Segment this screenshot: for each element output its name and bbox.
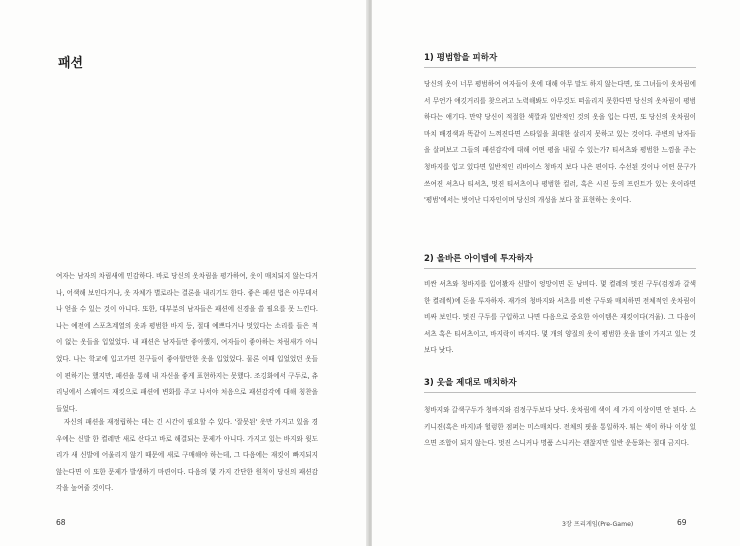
section-text-3: 청바지와 갈색구두가 청바지와 검정구두보다 낫다. 옷차림에 색이 세 가지 이상이면 안 된다. 스키니진(혹은 바지)과 헐렁한 점퍼는 미스매치다. 전체의 핏을 통일하자. 튀는 색이 하나 이상 있으면 조합이 되지 않는다. 멋진 스니커나 명품 스니커는 괜찮지만 일반 운동화는 절대 금지다. [424,406,696,448]
left-paragraph-1: 여자는 남자의 차림새에 민감하다. 바로 당신의 옷차림을 평가하여, 옷이 매치되지 않는다거나, 어색해 보인다거나, 옷 자체가 별로라는 결론을 내리기도 한다. 좋은 패션 법은 아무데서나 얻을 수 있는 것이 아니다. 또한, 대부분의 남자들은 패션에 신경을 쓸 필요를 못 느낀다. 나는 예전에 스포츠계열의 옷과 평범한 바지 등, 절대 예쁘다거나 멋있다는 소리를 들은 적이 없는 옷들을 입었었다. 내 패션은 남자들만 좋아했지, 여자들이 좋아하는 차림새가 아니었다. 나는 학교에 입고가면 친구들이 좋아할만한 옷을 입었었다. 물론 이때 입었었던 옷들이 편하기는 했지만, 패션을 통해 내 자신을 좋게 표현하지는 못했다. 조깅화에서 구두로, 츄리닝에서 스웨이드 재킷으로 패션에 변화를 주고 나서야 처음으로 패션감각에 대해 칭찬을 들었다. [56,272,318,413]
left-page [0,0,368,546]
section-text-2: 비싼 셔츠와 청바지를 입어봤자 신발이 엉망이면 돈 낭비다. 몇 켤레의 멋진 구두(검정과 갈색 한 켤레씩)에 돈을 투자하자. 재가의 청바지와 셔츠를 비싼 구두와 매치하면 전체적인 옷차림이 비싸 보인다. 멋진 구두를 구입하고 나면 다음으로 중요한 아이템은 재킷이다(겨울). 그 다음이 셔츠 혹은 티셔츠이고, 바지락이 바지다. 몇 개의 양질의 옷이 평범한 옷을 많이 가지고 있는 것보다 낫다. [424,280,696,355]
right-page [372,0,740,546]
page-number-left: 68 [56,518,66,527]
section-heading-2: 2) 올바른 아이템에 투자하자 [424,252,696,269]
running-head: 3장 프리게임(Pre-Game) [562,521,634,528]
left-paragraph-2: 자신의 패션을 재정립하는 데는 긴 시간이 필요할 수 있다. '잘못된' 옷만 가지고 있을 경우에는 신발 한 켤레만 새로 산다고 바로 해결되는 문제가 아니다. 가지고 있는 바지와 윗도리가 새 신발에 어울리지 않기 때문에 새로 구매해야 하는데, 그 다음에는 재킷이 빠지되지 않는다면 이 또한 문제가 발생하기 마련이다. 다음의 몇 가지 간단한 원칙이 당신의 패션감각을 높여줄 것이다. [56,418,318,493]
section-text-1: 당신의 옷이 너무 평범하여 여자들이 옷에 대해 아무 말도 하지 않는다면, 또 그녀들이 옷차림에서 무언가 얘깃거리를 찾으려고 노력해봐도 아무것도 떠올리지 못한다면 당신의 옷차림이 평범하다는 얘기다. 만약 당신이 적절한 색깔과 일반적인 것의 옷을 입는 다면, 또 당신의 옷차림이 마치 배경색과 똑같이 느껴진다면 스타일을 최대한 살리지 못하고 있는 것이다. 주변의 남자들을 살펴보고 그들의 패션감각에 대해 어떤 평을 내릴 수 있는가? 티셔츠와 평범한 느낌을 주는 청바지를 입고 있다면 일반적인 리바이스 청바지 보다 나은 편이다. 수선된 것이나 어떤 문구가 쓰여진 셔츠나 티셔츠, 멋진 티셔츠이나 평범한 컬러, 혹은 시진 등의 프린트가 있는 옷이라면 '평범'에서는 벗어난 디자인이며 당신의 개성을 보다 잘 표현하는 옷이다. [424,80,696,205]
section-heading-3: 3) 옷을 제대로 매치하자 [424,376,696,393]
chapter-title: 패션 [58,56,84,71]
section-heading-1: 1) 평범함을 피하자 [424,51,696,68]
page-number-right: 69 [677,518,687,527]
